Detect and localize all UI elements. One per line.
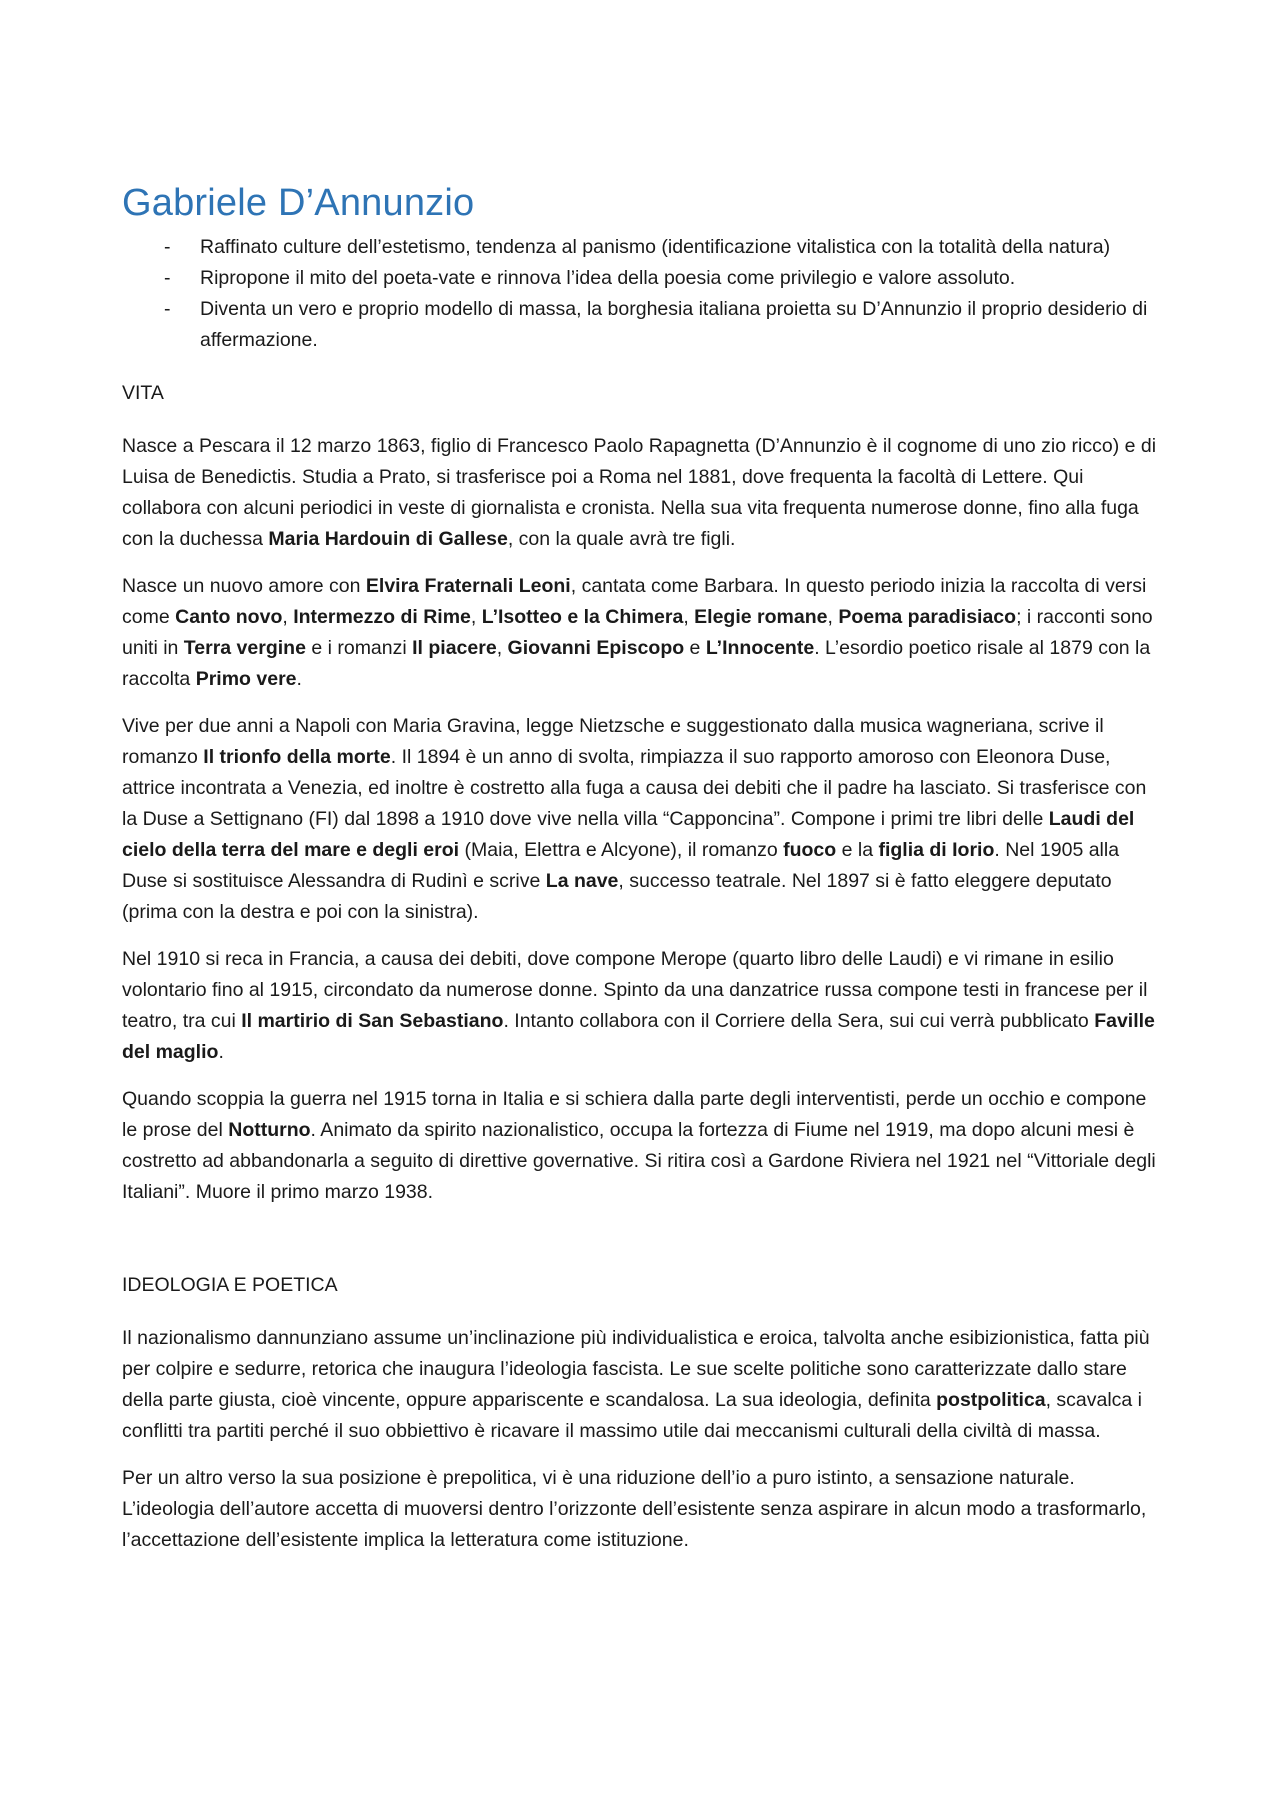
intro-bullet [122, 232, 1160, 263]
bold-text: L’Isotteo e la Chimera [481, 606, 684, 628]
bold-text: fuoco [783, 839, 837, 861]
intro-bullet-list [122, 232, 1160, 356]
bold-text: Notturno [228, 1119, 311, 1141]
body-paragraph [122, 1463, 1160, 1556]
text-run: e la [836, 839, 879, 861]
bold-text: figlia di Iorio [878, 839, 995, 861]
intro-bullet [122, 263, 1160, 294]
text-run: , [683, 606, 695, 628]
text-run: Per un altro verso la sua posizione è prepolitica, vi è una riduzione dell’io a puro istinto, a sensazione naturale. L’ideologia dell’autore accetta di muoversi dentro l’orizzonte dell’esistente senza aspirare in alcun modo a trasformarlo, l’accettazione dell’esistente implica la letteratura come istituzione. [122, 1467, 1147, 1551]
body-paragraph [122, 1084, 1160, 1208]
text-run: , scavalca i conflitti tra partiti perché il suo obbiettivo è ricavare il massimo utile dai meccanismi culturali della civiltà di massa. [122, 1389, 1143, 1442]
text-run: e i romanzi [305, 637, 413, 659]
bold-text: L’Innocente [705, 637, 815, 659]
text-run: , [282, 606, 294, 628]
text-run: , successo teatrale. Nel 1897 si è fatto eleggere deputato (prima con la destra e poi con la sinistra). [122, 870, 1112, 923]
text-run: ; i racconti sono uniti in [122, 606, 1153, 659]
text-run: . Nel 1905 alla Duse si sostituisce Alessandra di Rudinì e scrive [122, 839, 1120, 892]
bold-text: Maria Hardouin di Gallese [268, 528, 508, 550]
body-paragraph [122, 431, 1160, 555]
text-run: . Animato da spirito nazionalistico, occupa la fortezza di Fiume nel 1919, ma dopo alcuni mesi è costretto ad abbandonarla a seguito di direttive governative. Si ritira così a Gardone Riviera nel 1921 nel “Vittoriale degli Italiani”. Muore il primo marzo 1938. [122, 1119, 1156, 1203]
text-run: . [296, 668, 302, 690]
text-run: , con la quale avrà tre figli. [507, 528, 736, 550]
text-run: . Il 1894 è un anno di svolta, rimpiazza il suo rapporto amoroso con Eleonora Duse, attrice incontrata a Venezia, ed inoltre è costretto alla fuga a causa dei debiti che il padre ha lasciato. Si trasferisce con la Duse a Settignano (FI) dal 1898 a 1910 dove vive nella villa “Capponcina”. Compone i primi tre libri delle [122, 746, 1147, 830]
bullet-text: Ripropone il mito del poeta-vate e rinnova l’idea della poesia come privilegio e valore assoluto. [200, 267, 1016, 289]
text-run: Nel 1910 si reca in Francia, a causa dei debiti, dove compone Merope (quarto libro delle Laudi) e vi rimane in esilio volontario fino al 1915, circondato da numerose donne. Spinto da una danzatrice russa compone testi in francese per il teatro, tra cui [122, 948, 1148, 1032]
text-run: Vive per due anni a Napoli con Maria Gravina, legge Nietzsche e suggestionato dalla musica wagneriana, scrive il romanzo [122, 715, 1104, 768]
section-heading: VITA [122, 382, 164, 404]
text-run: , [827, 606, 839, 628]
text-run: , [470, 606, 482, 628]
bold-text: Primo vere [195, 668, 297, 690]
section-spacer [122, 1224, 1160, 1270]
text-run: . L’esordio poetico risale al 1879 con la raccolta [122, 637, 1151, 690]
text-run: . [218, 1041, 224, 1063]
bullet-marker: - [164, 298, 171, 320]
bold-text: Elegie romane [694, 606, 828, 628]
bold-text: postpolitica [936, 1389, 1046, 1411]
text-run: Nasce un nuovo amore con [122, 575, 366, 597]
bold-text: Poema paradisiaco [838, 606, 1017, 628]
bullet-text: Diventa un vero e proprio modello di massa, la borghesia italiana proietta su D’Annunzio il proprio desiderio di affermazione. [200, 298, 1148, 351]
document-title: Gabriele D’Annunzio [122, 182, 475, 224]
document-body [122, 378, 1160, 1556]
body-paragraph [122, 571, 1160, 695]
text-run: Nasce a Pescara il 12 marzo 1863, figlio di Francesco Paolo Rapagnetta (D’Annunzio è il cognome di uno zio ricco) e di Luisa de Benedictis. Studia a Prato, si trasferisce poi a Roma nel 1881, dove frequenta la facoltà di Lettere. Qui collabora con alcuni periodici in veste di giornalista e cronista. Nella sua vita frequenta numerose donne, fino alla fuga con la duchessa [122, 435, 1157, 550]
bold-text: La nave [545, 870, 619, 892]
text-run: e [684, 637, 706, 659]
body-paragraph [122, 944, 1160, 1068]
body-paragraph [122, 711, 1160, 928]
section-heading: IDEOLOGIA E POETICA [122, 1274, 338, 1296]
text-run: Il nazionalismo dannunziano assume un’inclinazione più individualistica e eroica, talvolta anche esibizionistica, fatta più per colpire e sedurre, retorica che inaugura l’ideologia fascista. Le sue scelte politiche sono caratterizzate dallo stare della parte giusta, cioè vincente, oppure appariscente e scandalosa. La sua ideologia, definita [122, 1327, 1150, 1411]
bold-text: Canto novo [175, 606, 283, 628]
bold-text: Laudi del cielo della terra del mare e degli eroi [122, 808, 1135, 861]
intro-bullet [122, 294, 1160, 356]
text-run: , cantata come Barbara. In questo periodo inizia la raccolta di versi come [122, 575, 1147, 628]
bold-text: Faville del maglio [122, 1010, 1155, 1063]
text-run: Quando scoppia la guerra nel 1915 torna in Italia e si schiera dalla parte degli interventisti, perde un occhio e compone le prose del [122, 1088, 1147, 1141]
bold-text: Giovanni Episcopo [507, 637, 685, 659]
bold-text: Terra vergine [183, 637, 306, 659]
bold-text: Intermezzo di Rime [293, 606, 471, 628]
bullet-marker: - [164, 267, 171, 289]
bold-text: Il trionfo della morte [203, 746, 391, 768]
bold-text: Il piacere [412, 637, 497, 659]
bullet-marker: - [164, 236, 171, 258]
text-run: . Intanto collabora con il Corriere della Sera, sui cui verrà pubblicato [503, 1010, 1095, 1032]
text-run: (Maia, Elettra e Alcyone), il romanzo [459, 839, 784, 861]
bullet-text: Raffinato culture dell’estetismo, tendenza al panismo (identificazione vitalistica con la totalità della natura) [200, 236, 1111, 258]
bold-text: Il martirio di San Sebastiano [241, 1010, 504, 1032]
body-paragraph [122, 1323, 1160, 1447]
text-run: , [496, 637, 508, 659]
bold-text: Elvira Fraternali Leoni [365, 575, 571, 597]
